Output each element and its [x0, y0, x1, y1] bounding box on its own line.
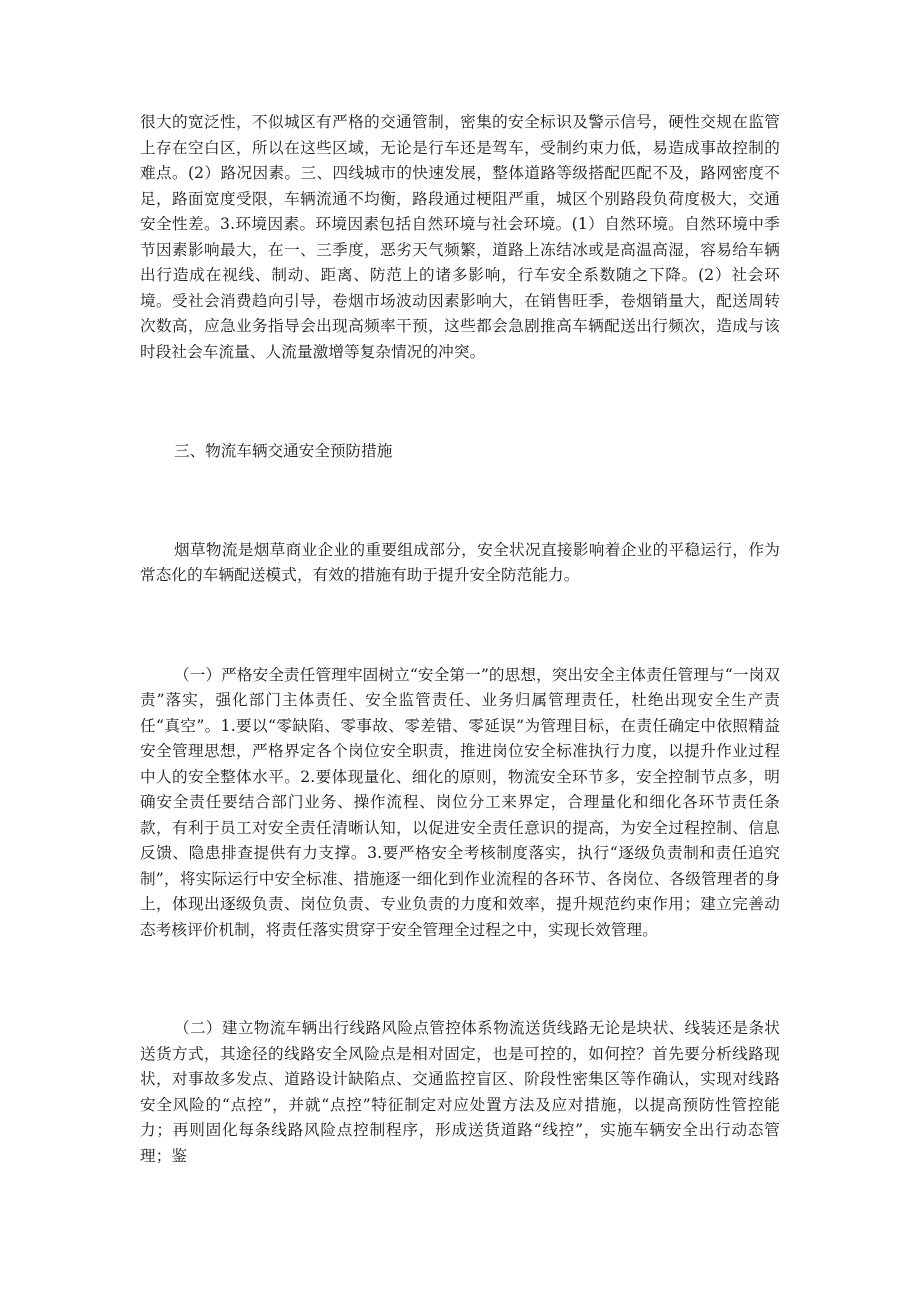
document-page: [140, 110, 780, 1169]
paragraph-intro: 烟草物流是烟草商业企业的重要组成部分，安全状况直接影响着企业的平稳运行，作为常态化的车辆配送模式，有效的措施有助于提升安全防范能力。: [140, 540, 780, 584]
paragraph-safety-responsibility: （一）严格安全责任管理牢固树立“安全第一”的思想，突出安全主体责任管理与“一岗双责”落实，强化部门主体责任、安全监管责任、业务归属管理责任，杜绝出现安全生产责任“真空”。1.要以“零缺陷、零事故、零差错、零延误”为管理目标，在责任确定中依照精益安全管理思想，严格界定各个岗位安全职责，推进岗位安全标准执行力度，以提升作业过程中人的安全整体水平。2.要体现量化、细化的原则，物流安全环节多，安全控制节点多，明确安全责任要结合部门业务、操作流程、岗位分工来界定，合理量化和细化各环节责任条款，有利于员工对安全责任清晰认知，以促进安全责任意识的提高，为安全过程控制、信息反馈、隐患排查提供有力支撑。3.要严格安全考核制度落实，执行“逐级负责制和责任追究制”，将实际运行中安全标准、措施逐一细化到作业流程的各环节、各岗位、各级管理者的身上，体现出逐级负责、岗位负责、专业负责的力度和效率，提升规范约束作用；建立完善动态考核评价机制，将责任落实贯穿于安全管理全过程之中，实现长效管理。: [140, 665, 780, 939]
paragraph-spacer: [140, 943, 780, 1016]
paragraph-spacer: [140, 465, 780, 538]
paragraph-spacer: [140, 365, 780, 439]
paragraph-spacer: [140, 589, 780, 663]
paragraph-road-environment-factors: 很大的宽泛性，不似城区有严格的交通管制，密集的安全标识及警示信号，硬性交规在监管上存在空白区，所以在这些区域，无论是行车还是驾车，受制约束力低，易造成事故控制的难点。(2）路况因素。三、四线城市的快速发展，整体道路等级搭配匹配不及，路网密度不足，路面宽度受限，车辆流通不均衡，路段通过梗阻严重，城区个别路段负荷度极大，交通安全性差。3.环境因素。环境因素包括自然环境与社会环境。(1）自然环境。自然环境中季节因素影响最大，在一、三季度，恶劣天气频繁，道路上冻结冰或是高温高湿，容易给车辆出行造成在视线、制动、距离、防范上的诸多影响，行车安全系数随之下降。(2）社会环境。受社会消费趋向引导，卷烟市场波动因素影响大，在销售旺季，卷烟销量大，配送周转次数高，应急业务指导会出现高频率干预，这些都会急剧推高车辆配送出行频次，造成与该时段社会车流量、人流量激增等复杂情况的冲突。: [140, 113, 780, 361]
paragraph-route-risk-control: （二）建立物流车辆出行线路风险点管控体系物流送货线路无论是块状、线装还是条状送货方式，其途径的线路安全风险点是相对固定，也是可控的，如何控？首先要分析线路现状，对事故多发点、道路设计缺陷点、交通监控盲区、阶段性密集区等作确认，实现对线路安全风险的“点控”，并就“点控”特征制定对应处置方法及应对措施，以提高预防性管控能力；再则固化每条线路风险点控制程序，形成送货道路“线控”，实施车辆安全出行动态管理；鉴: [140, 1019, 780, 1165]
section-heading-prevention-measures: 三、物流车辆交通安全预防措施: [174, 442, 393, 460]
